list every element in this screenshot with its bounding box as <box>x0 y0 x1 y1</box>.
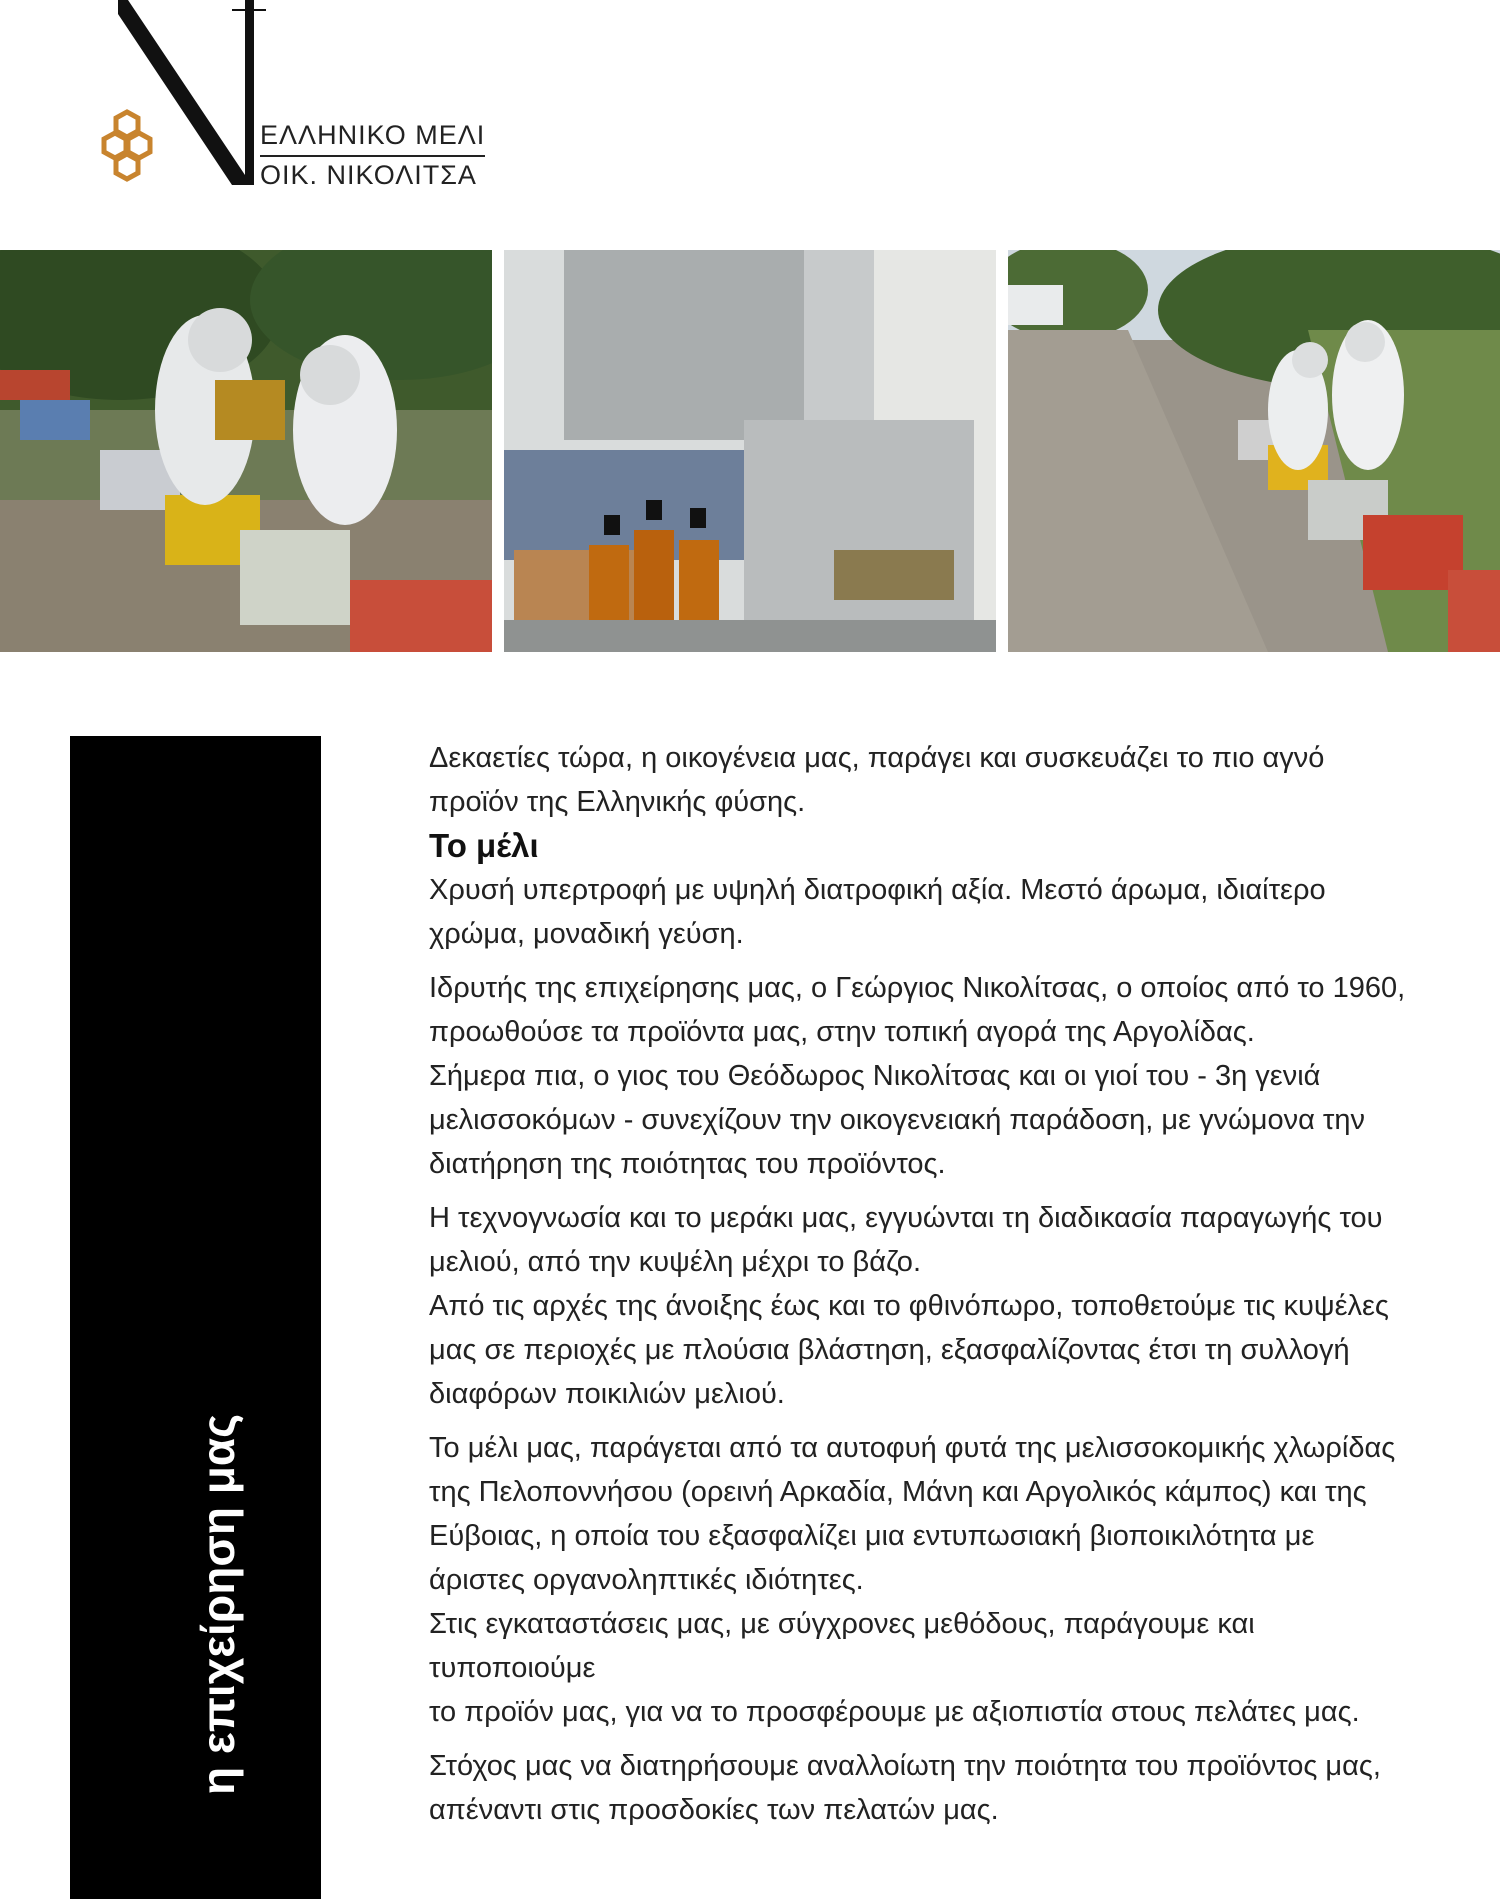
text-line: διαφόρων ποικιλιών μελιού. <box>429 1378 785 1410</box>
text-line: προϊόν της Ελληνικής φύσης. <box>429 786 806 818</box>
goal-paragraph <box>429 1744 1429 1832</box>
text-line: μελισσοκόμων - συνεχίζουν την οικογενειακή παράδοση, με γνώμονα την <box>429 1104 1366 1136</box>
founder-paragraph <box>429 966 1429 1186</box>
text-line: Στόχος μας να διατηρήσουμε αναλλοίωτη την ποιότητα του προϊόντος μας, <box>429 1750 1381 1782</box>
intro-paragraph <box>429 736 1429 956</box>
text-line: μελιού, από την κυψέλη μέχρι το βάζο. <box>429 1246 921 1278</box>
brand-logo <box>0 0 520 200</box>
text-line: Η τεχνογνωσία και το μεράκι μας, εγγυώνται τη διαδικασία παραγωγής του <box>429 1202 1383 1234</box>
text-line: Σήμερα πια, ο γιος του Θεόδωρος Νικολίτσας και οι γιοί του - 3η γενιά <box>429 1060 1321 1092</box>
body-text <box>429 736 1429 1842</box>
photo-roadside-hives <box>1008 250 1500 652</box>
text-line: Εύβοιας, η οποία του εξασφαλίζει μια εντυπωσιακή βιοποικιλότητα με <box>429 1520 1315 1552</box>
text-line: χρώμα, μοναδική γεύση. <box>429 918 744 950</box>
text-line: άριστες οργανοληπτικές ιδιότητες. <box>429 1564 864 1596</box>
photo-beekeepers-frame <box>0 250 492 652</box>
text-line: μας σε περιοχές με πλούσια βλάστηση, εξασφαλίζοντας έτσι τη συλλογή <box>429 1334 1350 1366</box>
text-line: Ιδρυτής της επιχείρησης μας, ο Γεώργιος Νικολίτσας, ο οποίος από το 1960, <box>429 972 1406 1004</box>
text-line: Δεκαετίες τώρα, η οικογένεια μας, παράγει και συσκευάζει το πιο αγνό <box>429 742 1325 774</box>
subheading: Το μέλι <box>429 827 539 864</box>
brand-name: ΕΛΛΗΝΙΚΟ ΜΕΛΙ <box>260 120 485 157</box>
knowhow-paragraph <box>429 1196 1429 1416</box>
text-line: προωθούσε τα προϊόντα μας, στην τοπική αγορά της Αργολίδας. <box>429 1016 1255 1048</box>
text-line: Χρυσή υπερτροφή με υψηλή διατροφική αξία. Μεστό άρωμα, ιδιαίτερο <box>429 874 1326 906</box>
brand-family: ΟΙΚ. ΝΙΚΟΛΙΤΣΑ <box>260 160 477 190</box>
section-title: η επιχείρηση μας <box>192 1413 244 1795</box>
text-line: Το μέλι μας, παράγεται από τα αυτοφυή φυτά της μελισσοκομικής χλωρίδας <box>429 1432 1396 1464</box>
photo-honey-tank <box>504 250 996 652</box>
honeycomb-icon <box>104 112 150 179</box>
text-line: το προϊόν μας, για να το προσφέρουμε με αξιοπιστία στους πελάτες μας. <box>429 1696 1360 1728</box>
text-line: διατήρηση της ποιότητας του προϊόντος. <box>429 1148 946 1180</box>
text-line: απέναντι στις προσδοκίες των πελατών μας. <box>429 1794 999 1826</box>
text-line: της Πελοποννήσου (ορεινή Αρκαδία, Μάνη και Αργολικός κάμπος) και της <box>429 1476 1367 1508</box>
production-paragraph <box>429 1426 1429 1734</box>
text-line: Στις εγκαταστάσεις μας, με σύγχρονες μεθόδους, παράγουμε και τυποποιούμε <box>429 1608 1255 1684</box>
text-line: Από τις αρχές της άνοιξης έως και το φθινόπωρο, τοποθετούμε τις κυψέλες <box>429 1290 1389 1322</box>
